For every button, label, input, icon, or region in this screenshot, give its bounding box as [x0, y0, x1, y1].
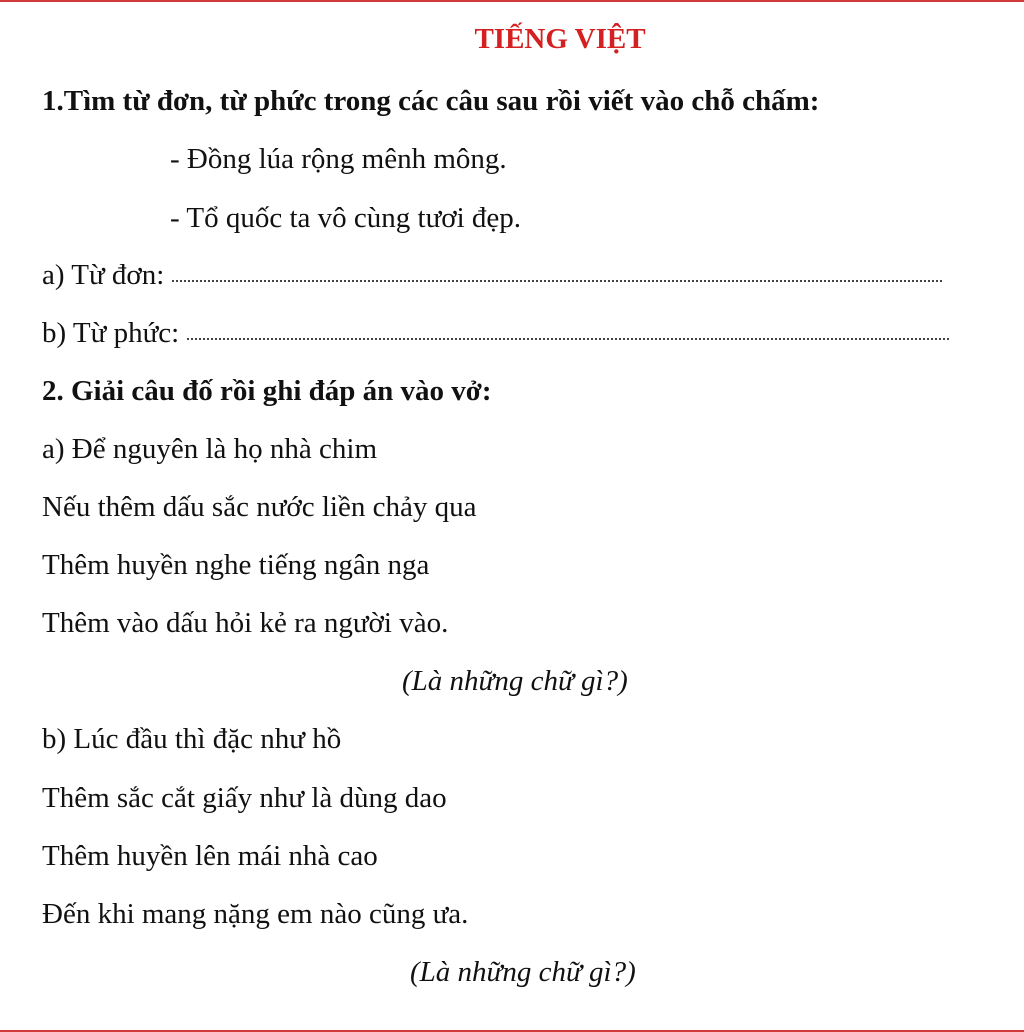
answer-a-dotted-line[interactable] — [172, 280, 942, 282]
riddle-b-line-3: Thêm huyền lên mái nhà cao — [42, 840, 378, 872]
riddle-a-line-1: a) Để nguyên là họ nhà chim — [42, 433, 378, 465]
answer-b-row — [42, 317, 949, 350]
riddle-b-question: (Là những chữ gì?) — [410, 956, 636, 988]
riddle-a-line-3: Thêm huyền nghe tiếng ngân nga — [42, 549, 430, 581]
riddle-b-line-1: b) Lúc đầu thì đặc như hồ — [42, 723, 342, 755]
answer-b-dotted-line[interactable] — [187, 338, 949, 340]
q1-sentence-2: - Tổ quốc ta vô cùng tươi đẹp. — [170, 202, 522, 234]
q1-sentence-1: - Đồng lúa rộng mênh mông. — [170, 143, 507, 175]
riddle-a-line-4: Thêm vào dấu hỏi kẻ ra người vào. — [42, 607, 449, 639]
question-2-heading: 2. Giải câu đố rồi ghi đáp án vào vở: — [42, 375, 492, 407]
riddle-b-line-4: Đến khi mang nặng em nào cũng ưa. — [42, 898, 469, 930]
riddle-b-line-2: Thêm sắc cắt giấy như là dùng dao — [42, 782, 447, 814]
answer-b-label: b) Từ phức: — [42, 317, 180, 349]
riddle-a-line-2: Nếu thêm dấu sắc nước liền chảy qua — [42, 491, 477, 523]
answer-a-label: a) Từ đơn: — [42, 259, 165, 291]
question-1-heading: 1.Tìm từ đơn, từ phức trong các câu sau rồi viết vào chỗ chấm: — [42, 85, 820, 117]
answer-a-row — [42, 259, 942, 292]
page-title: TIẾNG VIỆT — [474, 23, 646, 55]
riddle-a-question: (Là những chữ gì?) — [402, 665, 628, 697]
